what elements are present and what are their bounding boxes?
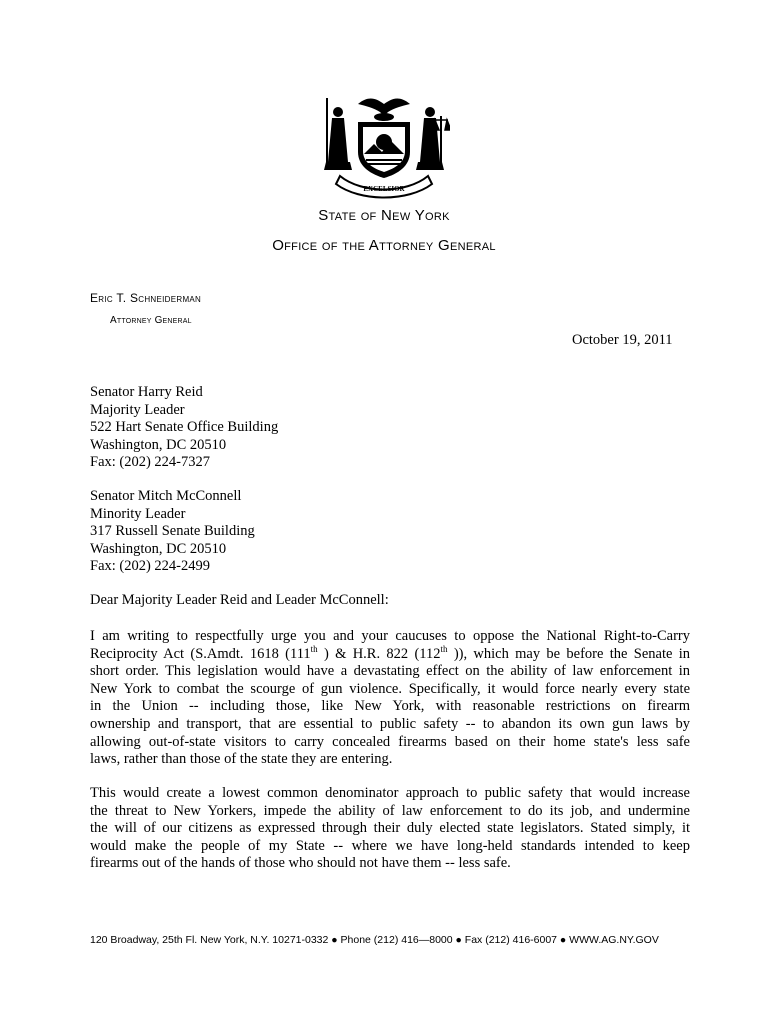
paragraph-line — [90, 643, 690, 664]
superscript: th — [440, 643, 448, 654]
attorney-general-name: Eric T. Schneiderman — [90, 291, 202, 305]
seal-motto: EXCELSIOR — [363, 185, 405, 193]
paragraph-line: the threat to New Yorkers, impede the ability of law enforcement to do its job, and undermine — [90, 802, 690, 819]
address-line: Washington, DC 20510 — [90, 540, 227, 557]
text-run: )), which may be before the Senate in — [447, 645, 690, 662]
address-line: Fax: (202) 224-2499 — [90, 558, 211, 575]
address-line: Minority Leader — [90, 505, 186, 522]
new-york-state-seal — [318, 90, 450, 202]
paragraph-line: ownership and transport, that are essential to public safety -- to abandon its own gun laws by — [90, 715, 690, 732]
justice-figure-icon — [416, 107, 450, 170]
paragraph-line: short order. This legislation would have a devastating effect on the ability of law enforcement in — [90, 663, 690, 680]
paragraph-line: the will of our citizens as expressed through their duly elected state legislators. Stated simply, it — [90, 820, 690, 837]
paragraph-line: I am writing to respectfully urge you and your caucuses to oppose the National Right-to-Carry — [90, 628, 690, 644]
paragraph-line: firearms out of the hands of those who should not have them -- less safe. — [90, 855, 511, 872]
paragraph-line: allowing out-of-state visitors to carry concealed firearms based on their home state's less safe — [90, 733, 690, 750]
paragraph-line: would make the people of my State -- where we have long-held standards intended to keep — [90, 837, 690, 854]
address-line: Majority Leader — [90, 401, 185, 418]
address-line: 317 Russell Senate Building — [90, 523, 255, 540]
letterhead-state: State of New York — [318, 207, 450, 224]
liberty-figure-icon — [324, 98, 352, 170]
letterhead-footer: 120 Broadway, 25th Fl. New York, N.Y. 10271-0332 ● Phone (212) 416—8000 ● Fax (212) 416-6007 ● WWW.AG.NY.GOV — [90, 934, 659, 946]
text-run: Reciprocity Act (S.Amdt. 1618 (111 — [90, 645, 311, 662]
paragraph-line: laws, rather than those of the state they are entering. — [90, 751, 393, 768]
attorney-general-title: Attorney General — [110, 315, 192, 326]
body-paragraph-1 — [90, 628, 690, 769]
superscript: th — [310, 643, 318, 654]
address-line: Washington, DC 20510 — [90, 436, 227, 453]
body-paragraph-2 — [90, 785, 690, 873]
text-run: ) & H.R. 822 (112 — [317, 645, 441, 662]
recipient-address-reid — [90, 384, 690, 472]
address-line: Senator Mitch McConnell — [90, 488, 242, 504]
address-line: Senator Harry Reid — [90, 384, 203, 400]
shield-icon — [358, 122, 410, 178]
paragraph-line: in the Union -- including those, like New York, with reasonable restrictions on firearm — [90, 698, 690, 715]
paragraph-line: This would create a lowest common denominator approach to public safety that would increase — [90, 785, 690, 801]
address-line: 522 Hart Senate Office Building — [90, 419, 279, 436]
letterhead-office: Office of the Attorney General — [272, 237, 496, 254]
paragraph-line: New York to combat the scourge of gun violence. Specifically, it would force nearly every state — [90, 680, 690, 697]
salutation: Dear Majority Leader Reid and Leader McConnell: — [90, 592, 389, 608]
recipient-address-mcconnell — [90, 488, 690, 576]
address-line: Fax: (202) 224-7327 — [90, 454, 211, 471]
letter-date: October 19, 2011 — [572, 332, 673, 348]
